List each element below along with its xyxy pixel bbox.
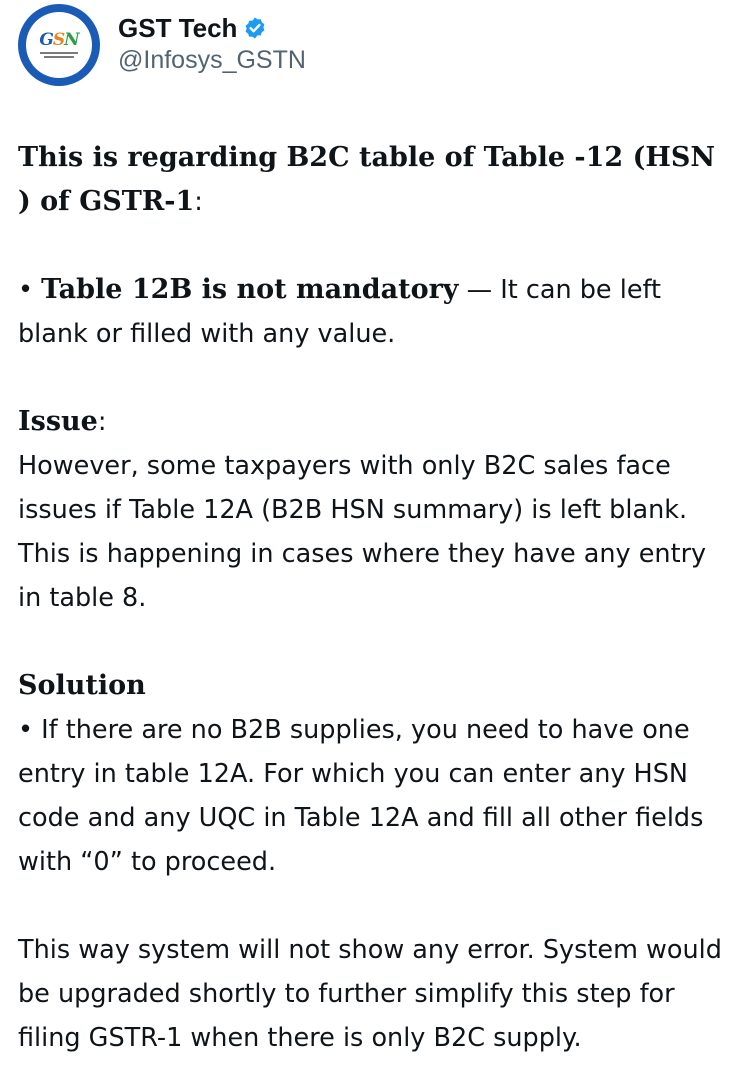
avatar[interactable] xyxy=(18,4,100,86)
closing-text: This way system will not show any error. System would be upgraded shortly to further simplify this step for filing GSTR-1 when there is only B2C supply. xyxy=(18,935,722,1053)
solution-label: Solution xyxy=(18,670,146,701)
spacer xyxy=(18,620,733,664)
spacer xyxy=(18,884,733,928)
logo-line-icon xyxy=(40,52,78,54)
intro-colon: : xyxy=(194,187,203,217)
logo-line-icon xyxy=(44,56,74,58)
issue-text: However, some taxpayers with only B2C sales face issues if Table 12A (B2B HSN summary) is left blank. This is happening in cases where they have any entry in table 8. xyxy=(18,451,707,613)
post-text xyxy=(18,136,733,1060)
display-name[interactable]: GST Tech xyxy=(118,13,238,43)
bullet-bold-text: Table 12B is not mandatory xyxy=(41,274,459,305)
intro-paragraph xyxy=(18,136,733,224)
issue-heading xyxy=(18,400,733,444)
author-info xyxy=(118,11,306,75)
handle[interactable]: @Infosys_GSTN xyxy=(118,46,306,74)
spacer xyxy=(18,224,733,268)
bullet-paragraph xyxy=(18,268,733,356)
name-row xyxy=(118,11,306,45)
issue-label: Issue xyxy=(18,406,98,437)
bullet-rest-text: — It can be left blank or filled with any value. xyxy=(18,275,662,349)
intro-heading: This is regarding B2C table of Table -12 (HSN ) of GSTR-1 xyxy=(18,142,716,217)
spacer xyxy=(18,356,733,400)
verified-badge-icon xyxy=(243,16,267,40)
avatar-logo-text: GSN xyxy=(39,30,79,50)
issue-colon: : xyxy=(97,407,107,437)
solution-text: • If there are no B2B supplies, you need to have one entry in table 12A. For which you can enter any HSN code and any UQC in Table 12A and fill all other fields with “0” to proceed. xyxy=(18,715,704,877)
post-header xyxy=(18,4,306,86)
bullet-marker: • xyxy=(18,275,42,305)
gstn-logo-icon xyxy=(26,12,92,78)
